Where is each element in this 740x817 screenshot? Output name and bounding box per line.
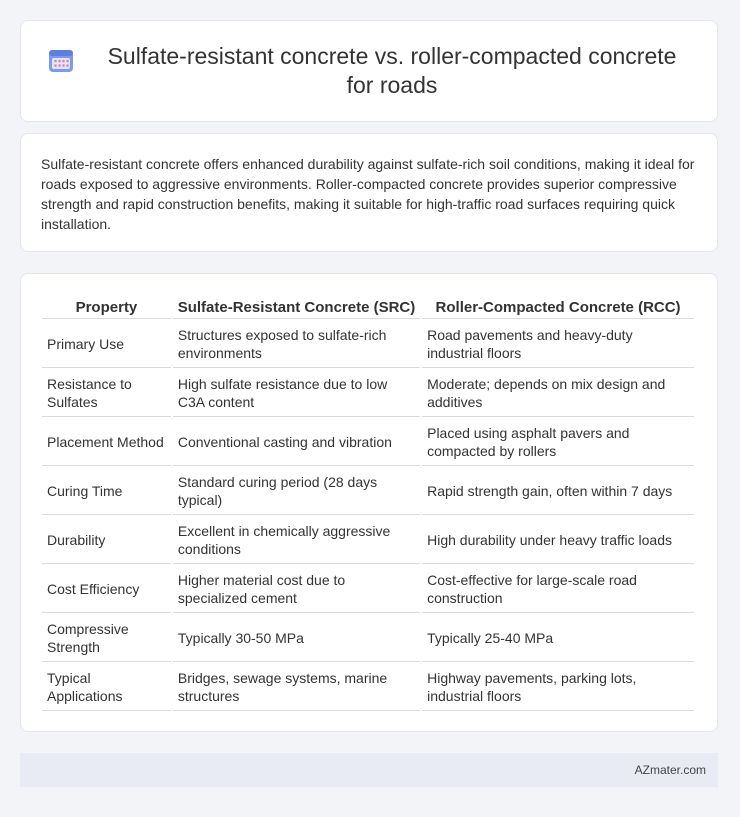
cell-property: Primary Use bbox=[42, 321, 171, 368]
cell-property: Resistance to Sulfates bbox=[42, 370, 171, 417]
cell-src: Structures exposed to sulfate-rich environments bbox=[173, 321, 420, 368]
cell-property: Durability bbox=[42, 517, 171, 564]
table-row bbox=[42, 370, 694, 417]
cell-property: Placement Method bbox=[42, 419, 171, 466]
summary-card bbox=[20, 133, 718, 252]
table-row bbox=[42, 517, 694, 564]
cell-src: High sulfate resistance due to low C3A content bbox=[173, 370, 420, 417]
table-row bbox=[42, 321, 694, 368]
cell-rcc: Highway pavements, parking lots, industrial floors bbox=[422, 664, 694, 711]
comparison-table-card bbox=[20, 273, 718, 732]
table-row bbox=[42, 419, 694, 466]
table-row bbox=[42, 566, 694, 613]
table-row bbox=[42, 615, 694, 662]
cell-rcc: Cost-effective for large-scale road construction bbox=[422, 566, 694, 613]
cell-rcc: Typically 25-40 MPa bbox=[422, 615, 694, 662]
table-header-row bbox=[42, 296, 694, 319]
cell-rcc: Moderate; depends on mix design and additives bbox=[422, 370, 694, 417]
cell-rcc: Placed using asphalt pavers and compacted by rollers bbox=[422, 419, 694, 466]
table-row bbox=[42, 664, 694, 711]
cell-property: Typical Applications bbox=[42, 664, 171, 711]
cell-rcc: Rapid strength gain, often within 7 days bbox=[422, 468, 694, 515]
cell-rcc: High durability under heavy traffic loads bbox=[422, 517, 694, 564]
cell-property: Curing Time bbox=[42, 468, 171, 515]
header-rcc: Roller-Compacted Concrete (RCC) bbox=[422, 296, 694, 319]
cell-property: Compressive Strength bbox=[42, 615, 171, 662]
cell-src: Higher material cost due to specialized cement bbox=[173, 566, 420, 613]
header-property: Property bbox=[42, 296, 171, 319]
title-wrap bbox=[26, 42, 712, 100]
cell-property: Cost Efficiency bbox=[42, 566, 171, 613]
cell-src: Conventional casting and vibration bbox=[173, 419, 420, 466]
page-title: Sulfate-resistant concrete vs. roller-compacted concrete for roads bbox=[107, 43, 677, 98]
cell-src: Excellent in chemically aggressive conditions bbox=[173, 517, 420, 564]
title-card bbox=[20, 20, 718, 122]
cell-rcc: Road pavements and heavy-duty industrial floors bbox=[422, 321, 694, 368]
footer bbox=[20, 753, 718, 787]
table-row bbox=[42, 468, 694, 515]
cell-src: Bridges, sewage systems, marine structures bbox=[173, 664, 420, 711]
comparison-table bbox=[40, 294, 696, 713]
footer-brand: AZmater.com bbox=[634, 763, 706, 777]
header-src: Sulfate-Resistant Concrete (SRC) bbox=[173, 296, 420, 319]
cell-src: Typically 30-50 MPa bbox=[173, 615, 420, 662]
calendar-icon bbox=[46, 45, 76, 75]
summary-text: Sulfate-resistant concrete offers enhanced durability against sulfate-rich soil conditions, making it ideal for roads exposed to aggressive environments. Roller-compacted concrete provides superior compressive strength and rapid construction benefits, making it suitable for high-traffic road surfaces requiring quick installation. bbox=[41, 156, 695, 232]
cell-src: Standard curing period (28 days typical) bbox=[173, 468, 420, 515]
